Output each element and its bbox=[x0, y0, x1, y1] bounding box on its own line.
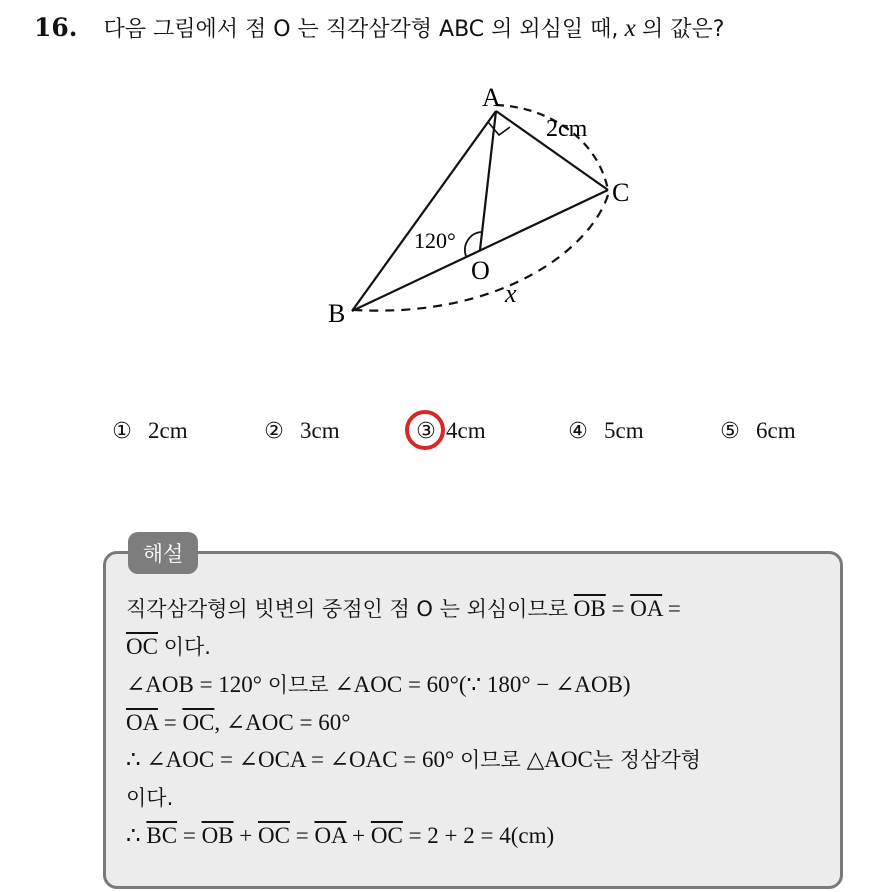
choice-4[interactable] bbox=[564, 418, 644, 444]
sol-l7-tail: = 2 + 2 = 4(cm) bbox=[408, 823, 555, 848]
question-text: 다음 그림에서 점 O 는 직각삼각형 ABC 의 외심일 때, bbox=[103, 17, 619, 42]
solution-line-1 bbox=[126, 590, 820, 628]
equals: = bbox=[182, 823, 196, 848]
segment-ob: $\overline{OB}$ bbox=[573, 596, 606, 621]
label-side-ac: 2cm bbox=[546, 116, 588, 142]
right-angle-mark bbox=[488, 122, 510, 135]
segment-ob: $\overline{OB}$ bbox=[201, 823, 234, 848]
choice-2[interactable] bbox=[260, 418, 340, 444]
solution-line-3 bbox=[126, 666, 820, 704]
side-bc bbox=[352, 190, 608, 311]
choice-2-mark: ② bbox=[264, 418, 284, 444]
equals: = bbox=[295, 823, 309, 848]
red-circle-annotation bbox=[405, 410, 445, 450]
segment-oa: $\overline{OA}$ bbox=[126, 710, 158, 735]
question-text-end: 의 값은? bbox=[642, 17, 725, 42]
segment-oc: $\overline{OC}$ bbox=[126, 634, 158, 659]
choice-1[interactable] bbox=[108, 418, 188, 444]
segment-oc: $\overline{OC}$ bbox=[182, 710, 215, 735]
solution-line-7 bbox=[126, 817, 820, 854]
segment-oc: $\overline{OC}$ bbox=[258, 823, 290, 848]
choice-5-value: 6cm bbox=[756, 418, 796, 443]
label-c: C bbox=[612, 178, 630, 207]
sol-l5-math-2: △AOC bbox=[526, 747, 593, 772]
segment-oc: $\overline{OC}$ bbox=[370, 823, 403, 848]
solution-tag: 해설 bbox=[128, 532, 198, 574]
choice-4-mark: ④ bbox=[568, 418, 588, 444]
question-variable: x bbox=[624, 15, 636, 42]
choice-5-mark: ⑤ bbox=[720, 418, 740, 444]
angle-arc bbox=[465, 232, 481, 256]
label-a: A bbox=[482, 83, 501, 112]
plus: + bbox=[352, 823, 366, 848]
label-arc-x: x bbox=[505, 279, 517, 308]
sol-l5-text-2: 는 정삼각형 bbox=[592, 748, 701, 772]
triangle-figure bbox=[0, 0, 884, 360]
equals: = bbox=[163, 710, 177, 735]
sol-l4-rest: , ∠AOC = 60° bbox=[214, 710, 351, 735]
segment-oa: $\overline{OA}$ bbox=[314, 823, 347, 848]
solution-line-4 bbox=[126, 704, 820, 741]
sol-l3-math-2: ∠AOC = 60°(∵ 180° − ∠AOB) bbox=[334, 672, 631, 697]
sol-l2-text: 이다. bbox=[163, 635, 211, 659]
choice-1-mark: ① bbox=[112, 418, 132, 444]
choice-1-value: 2cm bbox=[148, 418, 188, 443]
choice-4-value: 5cm bbox=[604, 418, 644, 443]
sol-l1-text: 직각삼각형의 빗변의 중점인 점 O 는 외심이므로 bbox=[126, 597, 569, 621]
choice-3-value: 4cm bbox=[446, 418, 486, 443]
segment-bc: $\overline{BC}$ bbox=[146, 823, 178, 848]
sol-l6-text: 이다. bbox=[126, 786, 174, 810]
plus: + bbox=[239, 823, 253, 848]
segment-oa: $\overline{OA}$ bbox=[630, 596, 663, 621]
choice-2-value: 3cm bbox=[300, 418, 340, 443]
sol-l3-text: 이므로 bbox=[267, 673, 329, 697]
solution-line-5 bbox=[126, 741, 820, 779]
choice-5[interactable] bbox=[716, 418, 796, 444]
equals: = bbox=[667, 596, 681, 621]
label-o: O bbox=[471, 256, 490, 285]
solution-line-2 bbox=[126, 628, 820, 666]
choice-3-mark: ③ bbox=[412, 419, 440, 444]
choice-3[interactable] bbox=[412, 418, 486, 444]
solution-box bbox=[103, 551, 843, 889]
question-number: 16. bbox=[34, 13, 78, 42]
label-b: B bbox=[328, 299, 346, 328]
answer-choices bbox=[0, 418, 884, 454]
sol-l5-text-1: 이므로 bbox=[459, 748, 521, 772]
solution-line-6 bbox=[126, 779, 820, 817]
therefore: ∴ bbox=[126, 823, 141, 848]
equals: = bbox=[611, 596, 625, 621]
sol-l3-math-1: ∠AOB = 120° bbox=[126, 672, 263, 697]
label-angle: 120° bbox=[414, 228, 456, 253]
sol-l5-math-1: ∴ ∠AOC = ∠OCA = ∠OAC = 60° bbox=[126, 747, 455, 772]
segment-oa bbox=[480, 111, 496, 250]
